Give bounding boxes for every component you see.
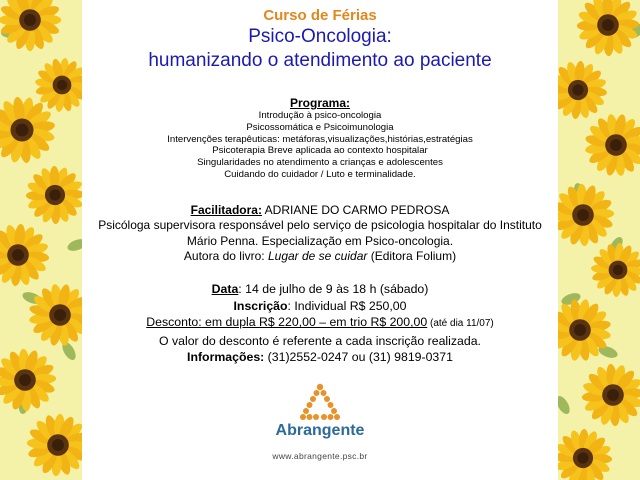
website-url: www.abrangente.psc.br [272, 451, 368, 461]
program-item: Introdução à psico-oncologia [258, 110, 382, 121]
course-type: Curso de Férias [263, 7, 377, 24]
desconto-line [82, 314, 558, 333]
inscricao-label: Inscrição [233, 298, 288, 313]
sunflower-icon [0, 223, 50, 286]
sunflower-icon [0, 96, 56, 163]
facilitator-section [86, 203, 554, 264]
desconto-label: Desconto: [146, 315, 202, 330]
sunflower-icon [581, 363, 640, 426]
sunflower-icon [584, 113, 640, 176]
facilitator-book-line [86, 249, 554, 264]
sunflower-icon [558, 61, 607, 120]
sunflower-icon [26, 166, 82, 224]
sunflower-icon [0, 349, 56, 412]
sunflower-icon [591, 243, 640, 298]
program-item: Psicoterapia Breve aplicada ao contexto hospitalar [212, 145, 428, 157]
program-item: Cuidando do cuidador / Luto e terminalidade. [224, 168, 416, 180]
sunflower-icon [27, 414, 82, 477]
sunflower-icon [28, 283, 82, 346]
date-value: : 14 de julho de 9 às 18 h (sábado) [238, 282, 429, 296]
desconto-obs: O valor do desconto é referente a cada inscrição realizada. [159, 333, 481, 348]
program-item: Singularidades no atendimento a crianças e adolescentes [197, 157, 443, 169]
program-list [82, 110, 558, 181]
facilitator-label: Facilitadora: [190, 203, 262, 217]
inscricao-value: : Individual R$ 250,00 [287, 298, 407, 313]
book-publisher: (Editora Folium) [367, 248, 457, 263]
logo-wordmark: Abrangente [275, 422, 365, 439]
course-title: Psico-Oncologia: [248, 26, 392, 47]
sunflower-pattern-right [558, 0, 640, 480]
sunflower-icon [0, 0, 61, 51]
flyer-content [82, 0, 558, 480]
facilitator-bio: Psicóloga supervisora responsável pelo serviço de psicologia hospitalar do Instituto Mário Penna. Especialização em Psico-oncologia. [98, 218, 542, 248]
course-subtitle: humanizando o atendimento ao paciente [148, 50, 492, 71]
desconto-note: (até dia 11/07) [427, 318, 494, 330]
book-prefix: Autora do livro: [183, 248, 268, 263]
date-line [82, 281, 558, 298]
book-title: Lugar de se cuidar [267, 248, 368, 263]
contact-value: (31)2552-0247 ou (31) 9819-0371 [264, 350, 453, 365]
contact-label: Informações: [187, 350, 265, 365]
sunflower-border-left [0, 0, 82, 480]
contact-line [82, 349, 558, 366]
date-label: Data [211, 282, 239, 296]
sunflower-border-right [558, 0, 640, 480]
program-item: Intervenções terapêuticas: metáforas,visualizações,histórias,estratégias [167, 133, 473, 145]
abrangente-logo [262, 383, 378, 443]
sunflower-icon [577, 0, 640, 56]
course-info [82, 281, 558, 366]
program-item: Psicossomática e Psicoimunologia [246, 121, 394, 133]
inscricao-line [82, 298, 558, 315]
facilitator-line [86, 203, 554, 218]
program-heading: Programa: [289, 96, 351, 110]
desconto-value: em dupla R$ 220,00 – em trio R$ 200,00 [201, 315, 428, 330]
sunflower-icon [558, 184, 614, 247]
sunflower-icon [558, 429, 612, 480]
triangle-logo-icon [300, 383, 340, 421]
sunflower-pattern-left [0, 0, 82, 480]
facilitator-name: ADRIANE DO CARMO PEDROSA [261, 203, 450, 217]
